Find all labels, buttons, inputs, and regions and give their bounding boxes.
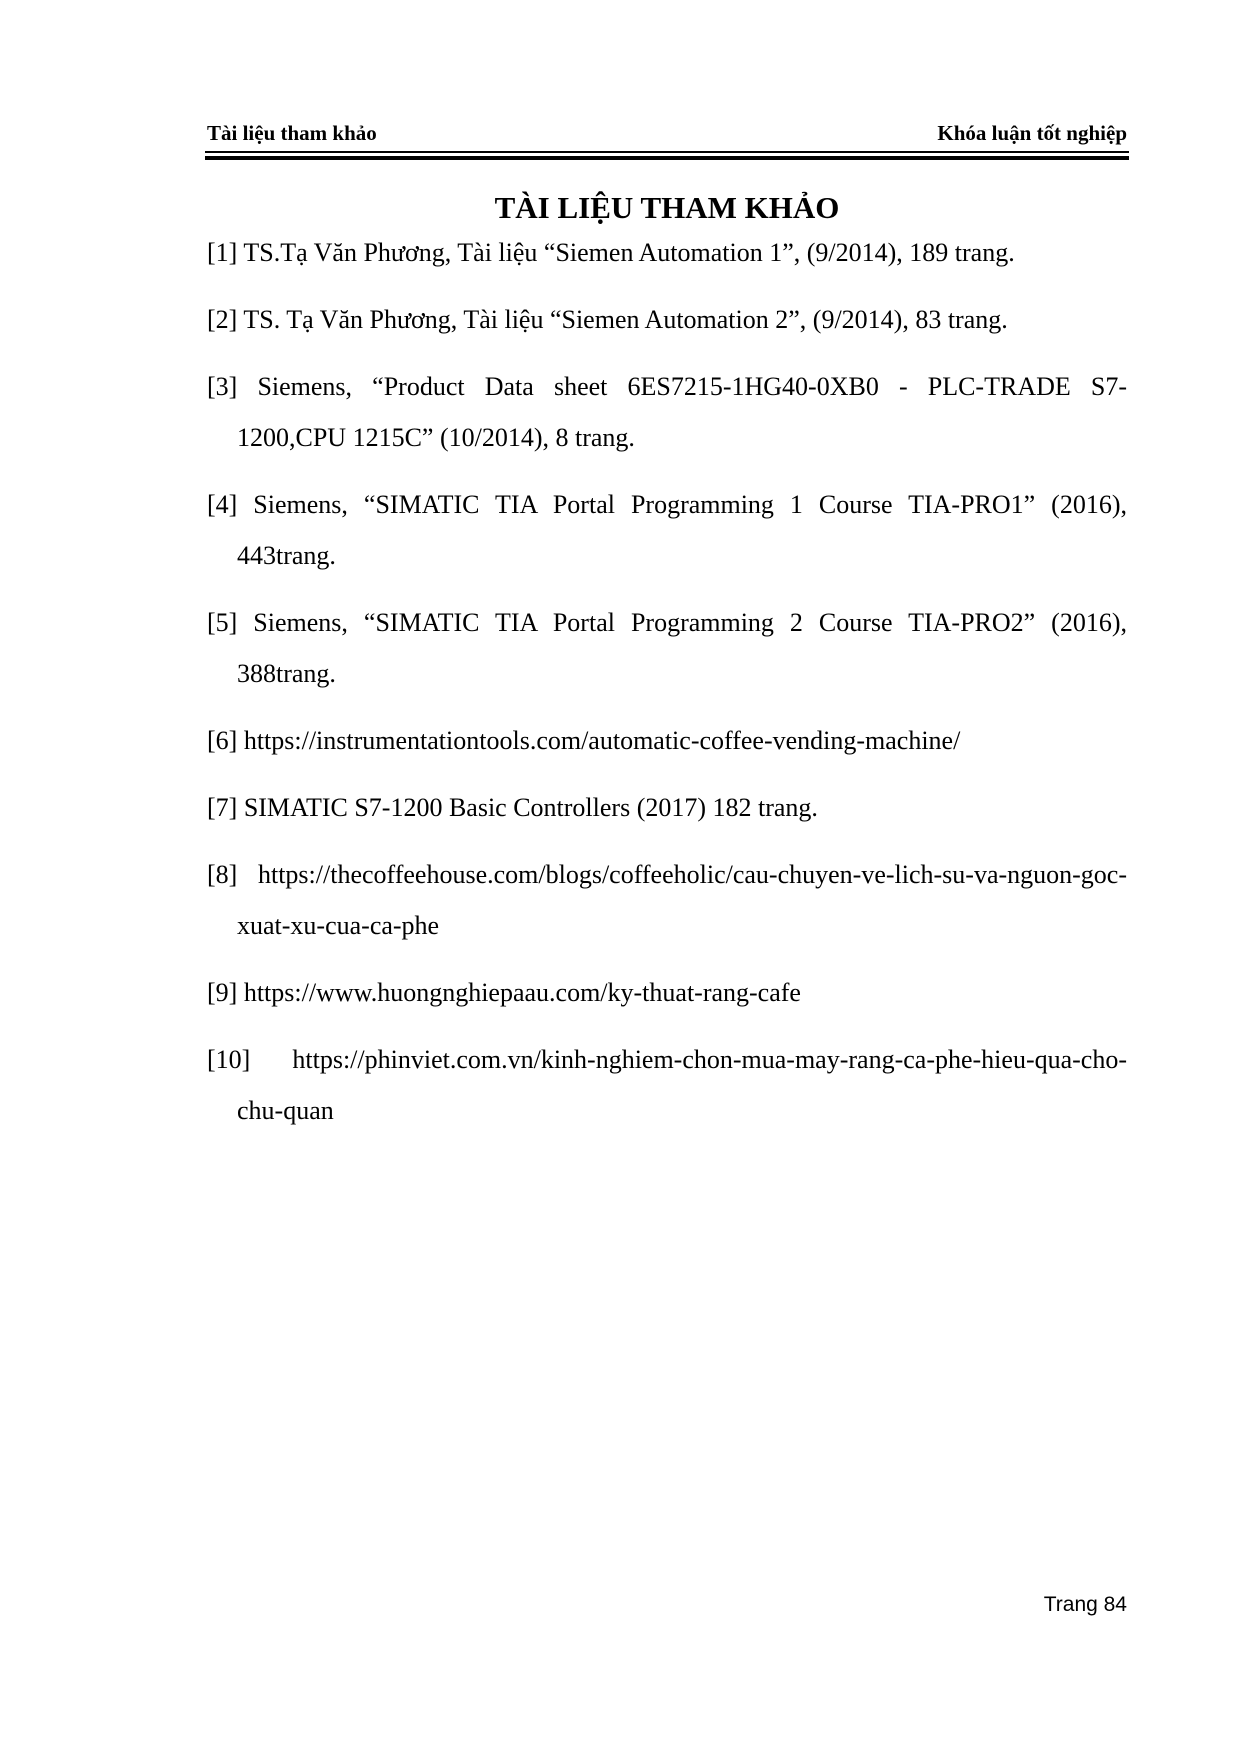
reference-item-9: [9] https://www.huongnghiepaau.com/ky-thuat-rang-cafe [207, 978, 801, 1007]
reference-item-4: [4] Siemens, “SIMATIC TIA Portal Programming 1 Course TIA-PRO1” (2016), 443trang. [207, 490, 1127, 570]
page-number: Trang 84 [1043, 1593, 1127, 1616]
reference-item-5: [5] Siemens, “SIMATIC TIA Portal Programming 2 Course TIA-PRO2” (2016), 388trang. [207, 608, 1127, 688]
reference-item-1: [1] TS.Tạ Văn Phương, Tài liệu “Siemen Automation 1”, (9/2014), 189 trang. [207, 238, 1015, 267]
header-section-title: Tài liệu tham khảo [207, 121, 377, 145]
reference-item-10: [10] https://phinviet.com.vn/kinh-nghiem-chon-mua-may-rang-ca-phe-hieu-qua-cho-chu-quan [207, 1045, 1127, 1125]
reference-item-8: [8] https://thecoffeehouse.com/blogs/coffeeholic/cau-chuyen-ve-lich-su-va-nguon-goc-xuat-xu-cua-ca-phe [207, 860, 1127, 940]
header-document-type: Khóa luận tốt nghiệp [937, 121, 1127, 145]
reference-item-3: [3] Siemens, “Product Data sheet 6ES7215-1HG40-0XB0 - PLC-TRADE S7-1200,CPU 1215C” (10/2014), 8 trang. [207, 372, 1127, 452]
reference-item-7: [7] SIMATIC S7-1200 Basic Controllers (2017) 182 trang. [207, 793, 818, 822]
header-rule-thin [205, 151, 1129, 153]
reference-item-6: [6] https://instrumentationtools.com/automatic-coffee-vending-machine/ [207, 726, 961, 755]
page-header [207, 118, 1127, 148]
reference-item-2: [2] TS. Tạ Văn Phương, Tài liệu “Siemen Automation 2”, (9/2014), 83 trang. [207, 305, 1008, 334]
header-rule-thick [205, 156, 1129, 160]
reference-list [207, 227, 1127, 1152]
page-title: TÀI LIỆU THAM KHẢO [494, 190, 840, 225]
